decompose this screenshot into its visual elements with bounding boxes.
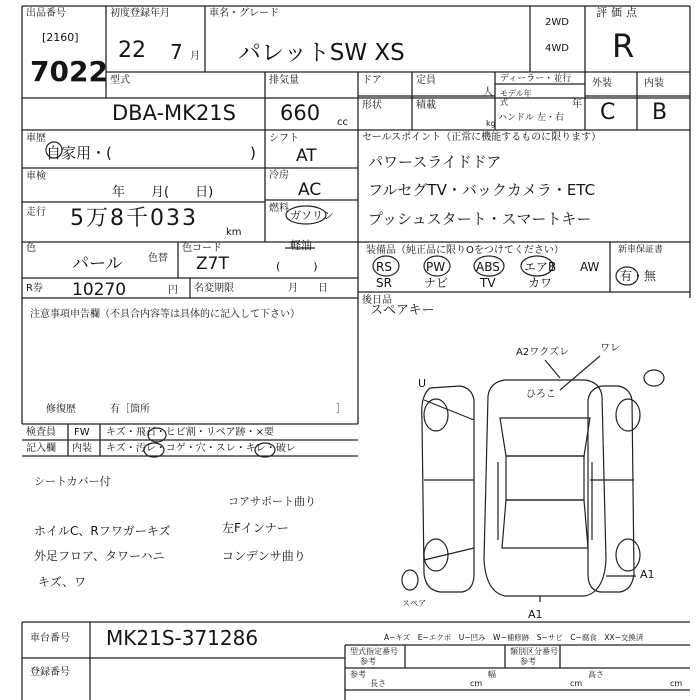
- color-code-label: 色コード: [182, 243, 222, 254]
- shift-value: AT: [296, 146, 317, 166]
- sales-line-2: フルセグTV・バックカメラ・ETC: [368, 181, 596, 199]
- model-year-label: モデル年式: [500, 89, 532, 107]
- recycle-label: R券: [26, 283, 43, 294]
- cc-unit: cc: [337, 117, 348, 128]
- height-label: 高さ: [588, 670, 604, 679]
- dealer-label: ディーラー・並行: [500, 74, 572, 84]
- displacement-label: 排気量: [269, 75, 299, 86]
- model-label: 型式: [110, 75, 130, 86]
- length-label: 長さ: [370, 679, 386, 688]
- equipment-label: 装備品（純正品に限りOをつけてください）: [366, 245, 564, 256]
- repair-value: 有［箇所: [110, 404, 150, 415]
- inspector-note-2: コアサポート曲り: [228, 495, 316, 508]
- interior-items: キズ・汚レ・コゲ・穴・スレ・キレ・破レ: [106, 443, 296, 454]
- repair-close: ］: [336, 404, 346, 415]
- exterior-grade: C: [600, 100, 616, 125]
- fuel-other: ( ): [276, 260, 318, 273]
- length-unit: cm: [470, 679, 483, 688]
- month-unit: 月: [190, 51, 200, 62]
- interior-grade: B: [652, 100, 668, 125]
- damage-legend: A−キズ E−エクボ U−凹み W−補修跡 S−サビ C−腐食 XX−交換済: [384, 633, 644, 642]
- history-label: 車歴: [26, 133, 46, 144]
- year-unit: 年: [572, 99, 582, 110]
- inspector-note-5: 外足フロア、タワーハニ: [34, 549, 165, 563]
- damage-note-scale: ひろこ: [526, 389, 556, 400]
- width-label: 幅: [488, 670, 496, 679]
- interior-label: 内装: [644, 78, 664, 89]
- eval-value: R: [612, 27, 635, 65]
- fuel-label: 燃料: [269, 203, 289, 214]
- km-unit: km: [226, 227, 242, 238]
- color-code-value: Z7T: [196, 254, 229, 274]
- name-label: 車名・グレード: [209, 8, 279, 19]
- shape-label: 形状: [362, 100, 382, 111]
- lot-sub: [2160]: [42, 31, 79, 44]
- displacement-value: 660: [280, 101, 321, 125]
- fuel-gas: ガソリン: [290, 209, 334, 222]
- sales-label: セールスポイント（正常に機能するものに限ります）: [362, 132, 602, 143]
- shift-label: シフト: [269, 133, 299, 144]
- inspection-label: 車検: [26, 171, 46, 182]
- sales-line-1: パワースライドドア: [368, 153, 502, 171]
- kg-unit: kg: [486, 119, 496, 128]
- equip-navi: ナビ: [424, 276, 449, 290]
- yen-unit: 円: [168, 285, 178, 296]
- model-value: DBA-MK21S: [112, 101, 237, 125]
- inspector-note-3: ホイルC、Rフワガーキズ: [34, 524, 171, 538]
- warranty-value: 有・無: [620, 269, 657, 283]
- damage-note-dent: U: [418, 377, 427, 390]
- type-designation-ref: 参考: [360, 657, 376, 666]
- equip-abs: ABS: [476, 260, 500, 274]
- mileage-value: 5万8千033: [70, 206, 198, 231]
- reg-label: 初度登録年月: [110, 8, 170, 19]
- reg-year: 22: [118, 38, 146, 63]
- color-value: パール: [72, 254, 123, 274]
- name-change-value: 月 日: [288, 283, 328, 294]
- inspector-label: 検査員: [26, 427, 56, 438]
- color-label: 色: [26, 243, 36, 254]
- inspector-note-1: シートカバー付: [34, 475, 111, 488]
- color-change-label: 色替: [148, 253, 168, 264]
- equip-rs: RS: [376, 260, 392, 274]
- damage-note-frame: A2ワクズレ: [516, 347, 570, 358]
- drive-2wd: 2WD: [545, 17, 569, 28]
- inspector-sub-label: 記入欄: [26, 443, 56, 454]
- recycle-value: 10270: [72, 280, 127, 300]
- equip-airbag: エアB: [524, 260, 557, 274]
- name-change-label: 名変期限: [194, 283, 234, 294]
- history-paren: ): [250, 144, 256, 162]
- equip-pw: PW: [426, 260, 446, 274]
- drive-4wd: 4WD: [545, 43, 569, 54]
- damage-note-a1-bottom: A1: [528, 608, 543, 621]
- equip-sr: SR: [376, 276, 392, 290]
- history-value: 自家用・(: [46, 144, 112, 162]
- reg-month: 7: [170, 40, 183, 64]
- lot-number: 7022: [30, 55, 108, 88]
- sales-line-3: プッシュスタート・スマートキー: [368, 210, 592, 228]
- inspector-interior-label: 内装: [72, 443, 92, 454]
- dimension-ref-1: 参考: [350, 670, 366, 679]
- repair-label: 修復歴: [46, 404, 76, 415]
- chassis-value: MK21S-371286: [106, 626, 259, 650]
- inspection-value: 年 月( 日): [112, 185, 214, 200]
- fuel-diesel: 軽油: [290, 239, 312, 252]
- fw-items: キズ・飛石・ヒビ割・リペア跡・×要: [106, 427, 274, 438]
- capacity-label: 定員: [416, 75, 436, 86]
- inspector-note-7: キズ、ワ: [38, 575, 87, 589]
- inspector-note-6: コンデンサ曲り: [222, 549, 306, 563]
- notes-label: 注意事項申告欄（不具合内容等は具体的に記入して下さい）: [30, 309, 300, 320]
- spare-label: スペア: [402, 599, 426, 608]
- exterior-label: 外装: [592, 78, 612, 89]
- accessories-label: 後日品: [362, 295, 392, 306]
- cooler-value: AC: [298, 180, 322, 200]
- eval-label: 評価点: [596, 6, 641, 19]
- chassis-label: 車台番号: [30, 633, 70, 644]
- height-unit: cm: [670, 679, 683, 688]
- class-ref: 参考: [520, 657, 536, 666]
- door-label: ドア: [362, 75, 382, 86]
- person-unit: 人: [483, 87, 493, 98]
- mileage-label: 走行: [26, 207, 46, 218]
- accessories-value: スペアキー: [370, 303, 435, 318]
- equip-tv: TV: [480, 276, 496, 290]
- equip-leather: カワ: [528, 276, 553, 290]
- reg-number-label: 登録番号: [30, 667, 70, 678]
- handle-label: ハンドル 左・右: [498, 113, 564, 123]
- inspector-note-4: 左Fインナー: [222, 521, 289, 535]
- class-label: 類別区分番号: [510, 647, 558, 656]
- damage-note-a1-right: A1: [640, 568, 655, 581]
- type-designation-label: 型式指定番号: [350, 647, 398, 656]
- lot-label: 出品番号: [26, 8, 66, 19]
- load-label: 積載: [416, 100, 436, 111]
- car-name: パレットSW XS: [238, 40, 405, 66]
- fw-label: FW: [74, 427, 90, 438]
- cooler-label: 冷房: [269, 170, 289, 181]
- equip-aw: AW: [580, 260, 600, 274]
- warranty-label: 新車保証書: [618, 245, 664, 255]
- damage-note-crack: ワレ: [600, 343, 620, 354]
- width-unit: cm: [570, 679, 583, 688]
